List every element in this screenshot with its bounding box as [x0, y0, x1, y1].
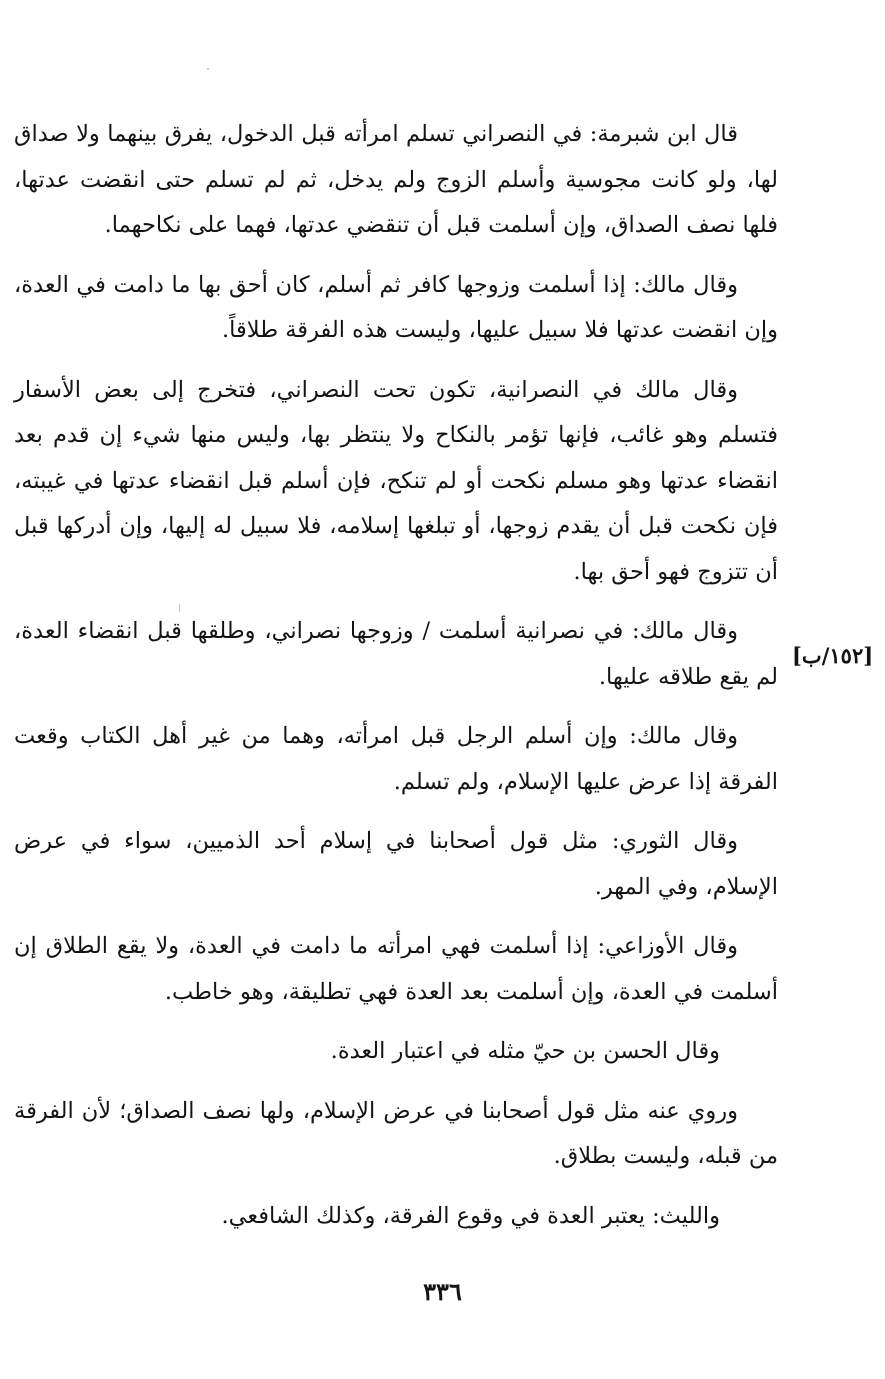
folio-marginal-reference: [١٥٢/ب] — [792, 643, 874, 668]
page-number: ٣٣٦ — [423, 1277, 462, 1306]
paragraph-malik-1: وقال مالك: إذا أسلمت وزوجها كافر ثم أسلم، كان أحق بها ما دامت في العدة، وإن انقضت عدتها فلا سبيل عليها، وليست هذه الفرقة طلاقاً. — [14, 271, 778, 343]
paragraph-ibn-shubruma: قال ابن شبرمة: في النصراني تسلم امرأته قبل الدخول، يفرق بينهما ولا صداق لها، ولو كانت مجوسية وأسلم الزوج ولم يدخل، ثم لم تسلم حتى انقضت عدتها، فلها نصف الصداق، وإن أسلمت قبل أن تنقضي عدتها، فهما على نكاحهما. — [14, 121, 778, 238]
paragraph-riwaya: وروي عنه مثل قول أصحابنا في عرض الإسلام، ولها نصف الصداق؛ لأن الفرقة من قبله، وليست بطلاق. — [14, 1097, 778, 1169]
paragraph-thawri: وقال الثوري: مثل قول أصحابنا في إسلام أحد الذميين، سواء في عرض الإسلام، وفي المهر. — [14, 828, 778, 900]
scan-speck — [207, 68, 209, 70]
body-text — [14, 112, 778, 1253]
paragraph-awzai: وقال الأوزاعي: إذا أسلمت فهي امرأته ما دامت في العدة، ولا يقع الطلاق إن أسلمت في العدة، وإن أسلمت بعد العدة فهي تطليقة، وهو خاطب. — [14, 933, 778, 1005]
paragraph-layth: والليث: يعتبر العدة في وقوع الفرقة، وكذلك الشافعي. — [221, 1202, 720, 1229]
paragraph-malik-3: وقال مالك: في نصرانية أسلمت / وزوجها نصراني، وطلقها قبل انقضاء العدة، لم يقع طلاقه عليها. — [14, 618, 778, 690]
paragraph-malik-2: وقال مالك في النصرانية، تكون تحت النصراني، فتخرج إلى بعض الأسفار فتسلم وهو غائب، فإنها تؤمر بالنكاح ولا ينتظر بها، وليس منها شيء إن قدم بعد انقضاء عدتها وهو مسلم نكحت أو لم تنكح، فإن أسلم قبل انقضاء عدتها في غيبته، فإن نكحت قبل أن يقدم زوجها، أو تبلغها إسلامه، فلا سبيل له إليها، وإن أدركها قبل أن تتزوج فهو أحق بها. — [14, 376, 778, 585]
paragraph-malik-4: وقال مالك: وإن أسلم الرجل قبل امرأته، وهما من غير أهل الكتاب وقعت الفرقة إذا عرض عليها الإسلام، ولم تسلم. — [14, 723, 778, 795]
paragraph-hasan-ibn-hayy: وقال الحسن بن حيّ مثله في اعتبار العدة. — [330, 1038, 720, 1064]
